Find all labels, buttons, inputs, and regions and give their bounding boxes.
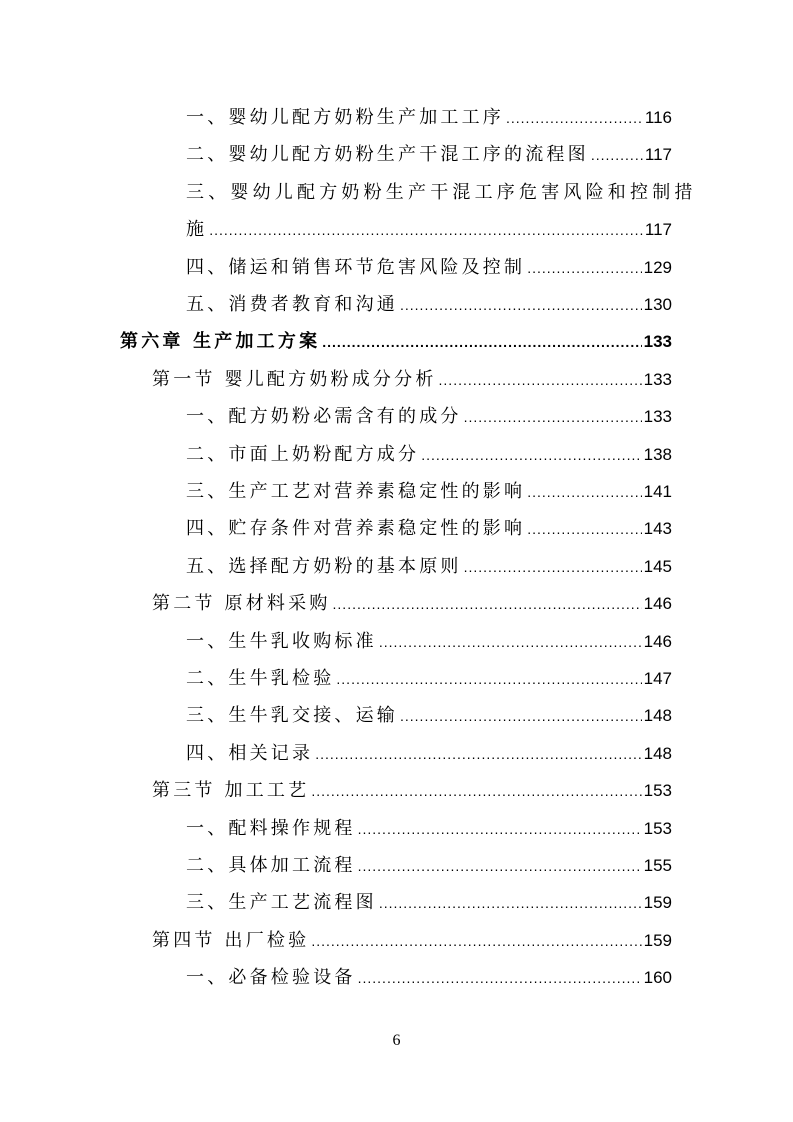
toc-entry-page: 148 <box>643 743 672 763</box>
toc-entry-title: 二、具体加工流程 <box>186 855 356 876</box>
toc-entry[interactable] <box>186 697 672 734</box>
toc-entry-title: 三、婴幼儿配方奶粉生产干混工序危害风险和控制措 <box>186 181 697 203</box>
toc-entry-title: 四、储运和销售环节危害风险及控制 <box>186 256 526 278</box>
dot-leader <box>322 324 641 361</box>
toc-entry[interactable] <box>152 922 672 959</box>
toc-entry-page: 130 <box>643 295 672 314</box>
toc-entry[interactable] <box>186 510 672 547</box>
dot-leader <box>315 736 641 773</box>
toc-entry[interactable] <box>152 585 672 622</box>
toc-entry[interactable] <box>152 772 672 809</box>
dot-leader <box>379 624 642 661</box>
dot-leader <box>527 511 641 548</box>
toc-entry-title: 三、生牛乳交接、运输 <box>186 705 398 727</box>
dot-leader <box>333 586 642 623</box>
toc-entry-page: 146 <box>643 631 672 651</box>
toc-entry-page: 155 <box>643 856 672 875</box>
toc-entry[interactable] <box>152 361 672 398</box>
toc-entry-page: 138 <box>643 444 672 464</box>
toc-entry-page: 129 <box>643 257 672 277</box>
toc-entry[interactable] <box>186 623 672 660</box>
toc-entry-page: 117 <box>644 145 672 165</box>
toc-entry-page: 145 <box>643 556 672 576</box>
dot-leader <box>358 811 642 848</box>
toc-entry-title: 二、生牛乳检验 <box>186 668 335 689</box>
dot-leader <box>311 923 641 960</box>
toc-entry[interactable] <box>186 136 672 173</box>
toc-entry-title: 一、婴幼儿配方奶粉生产加工工序 <box>186 107 504 128</box>
dot-leader <box>358 848 642 885</box>
toc-entry[interactable] <box>186 660 672 697</box>
toc-entry-page: 133 <box>643 332 672 352</box>
toc-entry-page: 160 <box>643 968 672 988</box>
toc-entry[interactable] <box>186 286 672 323</box>
dot-leader <box>311 773 641 810</box>
toc-entry-title: 三、生产工艺流程图 <box>186 892 377 914</box>
toc-entry[interactable] <box>186 436 672 473</box>
toc-entry-title: 第六章 生产加工方案 <box>120 331 321 353</box>
toc-entry-title: 一、配方奶粉必需含有的成分 <box>186 406 462 428</box>
toc-entry[interactable] <box>186 473 672 510</box>
toc-entry-page: 153 <box>643 781 672 801</box>
toc-entry-title: 五、选择配方奶粉的基本原则 <box>186 555 462 577</box>
dot-leader <box>464 399 642 436</box>
toc-entry[interactable] <box>186 810 672 847</box>
dot-leader <box>358 960 642 997</box>
toc-entry-page: 147 <box>643 669 672 688</box>
toc-entry-title: 一、必备检验设备 <box>186 967 356 989</box>
toc-entry-title: 第三节 加工工艺 <box>152 780 310 802</box>
toc-entry-page: 133 <box>643 407 672 427</box>
dot-leader <box>506 100 643 137</box>
toc-entry-title: 四、贮存条件对营养素稳定性的影响 <box>186 518 526 540</box>
dot-leader <box>336 661 641 698</box>
toc-entry[interactable] <box>186 884 672 921</box>
toc-entry-page: 133 <box>643 369 672 389</box>
toc-entry-page: 116 <box>644 108 672 127</box>
toc-entry-title: 一、配料操作规程 <box>186 817 356 839</box>
dot-leader <box>464 549 642 586</box>
toc-entry-title: 施 <box>186 219 208 241</box>
toc-entry[interactable] <box>186 249 672 286</box>
dot-leader <box>400 287 642 324</box>
toc-entry-page: 148 <box>643 706 672 726</box>
toc-entry-title: 二、婴幼儿配方奶粉生产干混工序的流程图 <box>186 144 589 166</box>
toc-entry[interactable] <box>186 847 672 884</box>
dot-leader <box>439 362 642 399</box>
toc-entry[interactable] <box>186 99 672 136</box>
dot-leader <box>591 137 643 174</box>
toc-entry-title: 四、相关记录 <box>186 742 314 764</box>
toc-entry[interactable] <box>186 735 672 772</box>
toc-entry[interactable] <box>120 323 672 360</box>
toc-entry-continuation[interactable] <box>186 211 672 248</box>
toc-entry-page: 117 <box>644 220 672 240</box>
dot-leader <box>379 885 642 922</box>
toc-entry[interactable] <box>186 398 672 435</box>
toc-entry[interactable] <box>186 548 672 585</box>
toc-entry-title: 第四节 出厂检验 <box>152 929 310 951</box>
dot-leader <box>527 474 641 511</box>
toc-entry[interactable] <box>186 959 672 996</box>
toc-entry-page: 153 <box>643 818 672 838</box>
toc-entry-page: 146 <box>643 594 672 614</box>
toc-entry-title: 五、消费者教育和沟通 <box>186 294 398 315</box>
dot-leader <box>209 212 643 249</box>
toc-entry-page: 141 <box>643 482 672 501</box>
toc-entry-title: 一、生牛乳收购标准 <box>186 630 377 652</box>
toc-entry-title: 三、生产工艺对营养素稳定性的影响 <box>186 481 526 502</box>
toc-entry-page: 159 <box>643 893 672 913</box>
dot-leader <box>527 250 641 287</box>
toc-entry-title: 第二节 原材料采购 <box>152 593 331 615</box>
dot-leader <box>421 437 641 474</box>
toc-entry-title: 二、市面上奶粉配方成分 <box>186 443 420 465</box>
dot-leader <box>400 698 642 735</box>
toc-entry-page: 159 <box>643 930 672 950</box>
toc-entry-title: 第一节 婴儿配方奶粉成分分析 <box>152 368 437 390</box>
toc-entry-page: 143 <box>643 519 672 539</box>
toc-entry[interactable] <box>186 174 697 211</box>
page-number: 6 <box>392 1032 401 1049</box>
